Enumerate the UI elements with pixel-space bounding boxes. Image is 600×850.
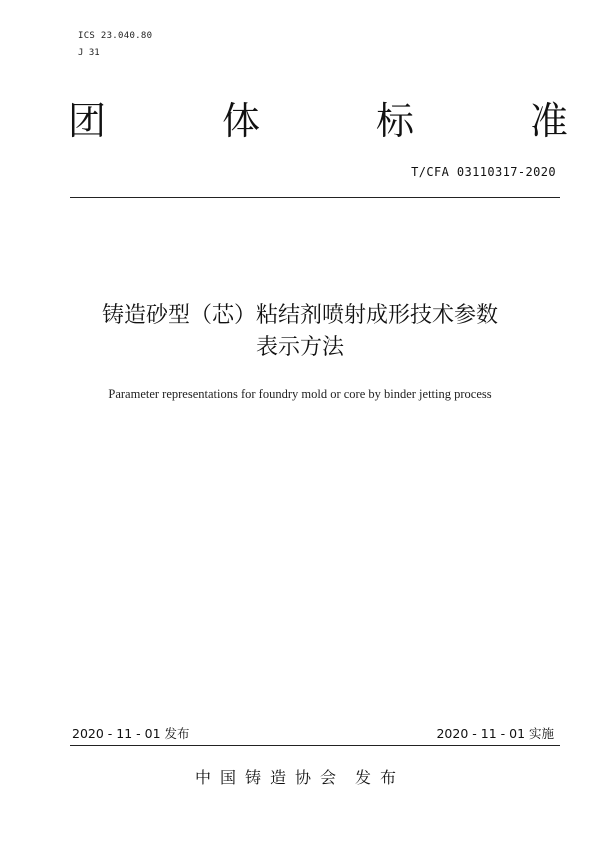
standard-number: T/CFA 03110317-2020 bbox=[411, 165, 556, 179]
publisher-org: 中国铸造协会 bbox=[194, 768, 345, 787]
ccs-code: J 31 bbox=[78, 48, 100, 58]
standard-type-char: 标 bbox=[375, 99, 414, 143]
ics-code: ICS 23.040.80 bbox=[78, 31, 153, 41]
chinese-title-line-1: 铸造砂型（芯）粘结剂喷射成形技术参数 bbox=[101, 303, 498, 328]
implement-date: 2020 - 11 - 01 实施 bbox=[436, 726, 554, 741]
publisher-line bbox=[0, 765, 600, 788]
publisher-action: 发布 bbox=[355, 768, 406, 787]
standard-type-heading bbox=[68, 96, 568, 146]
bottom-divider bbox=[70, 745, 560, 746]
chinese-title bbox=[40, 300, 560, 364]
standard-type-char: 团 bbox=[68, 99, 107, 143]
standard-type-char: 准 bbox=[529, 99, 568, 143]
standard-type-char: 体 bbox=[221, 99, 260, 143]
publish-date: 2020 - 11 - 01 发布 bbox=[72, 726, 190, 741]
chinese-title-line-2: 表示方法 bbox=[255, 334, 344, 360]
top-divider bbox=[70, 197, 560, 198]
english-title: Parameter representations for foundry mold or core by binder jetting process bbox=[108, 387, 492, 401]
